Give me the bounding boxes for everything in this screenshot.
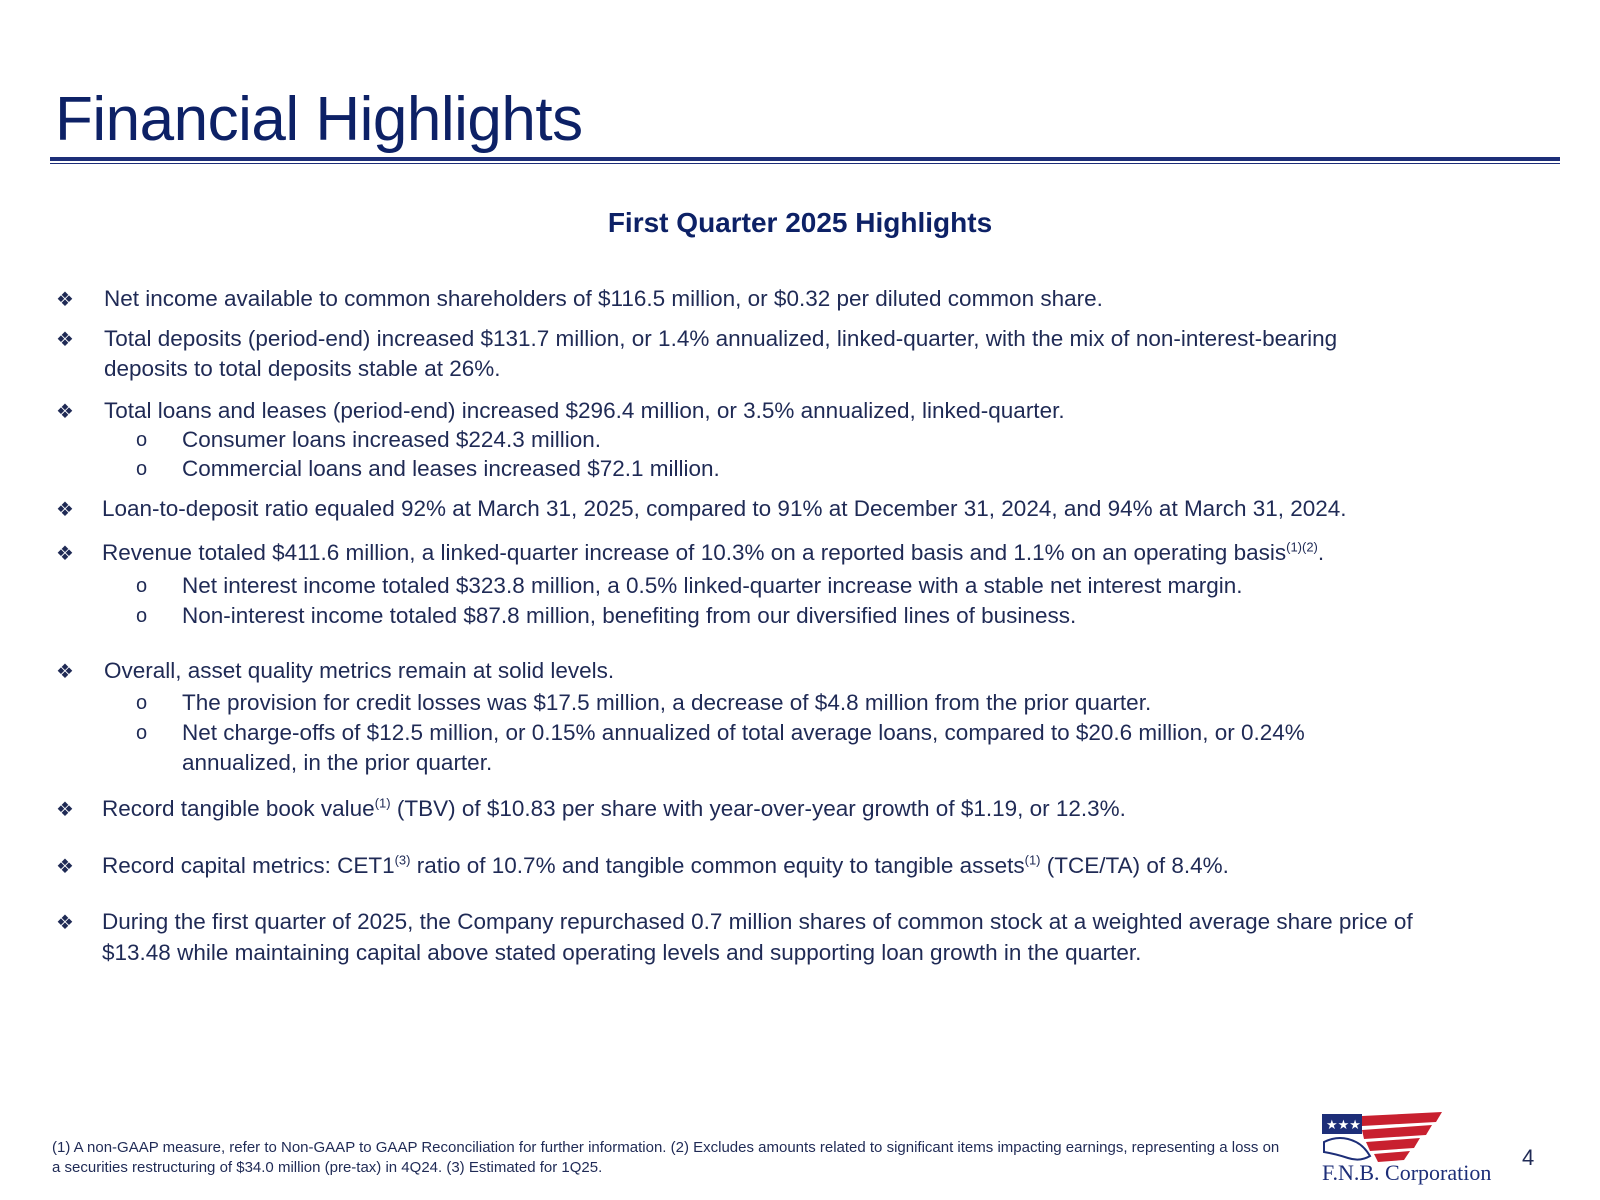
bullet-diamond-icon: ❖ [56, 661, 74, 683]
bullet-total-deposits-line1: Total deposits (period-end) increased $131.7 million, or 1.4% annualized, linked-quarter, with the mix of non-interest-bearing [104, 326, 1338, 351]
bullet-diamond-icon: ❖ [56, 289, 74, 311]
bullet-asset-quality: Overall, asset quality metrics remain at solid levels. [104, 658, 615, 683]
sub-bullet-net-charge-offs-line2: annualized, in the prior quarter. [182, 750, 493, 775]
sub-bullet-net-interest-income: Net interest income totaled $323.8 million, a 0.5% linked-quarter increase with a stable net interest margin. [182, 573, 1243, 598]
bullet-tbv-text-b: (TBV) of $10.83 per share with year-over-year growth of $1.19, or 12.3%. [390, 796, 1126, 821]
bullet-revenue-text: Revenue totaled $411.6 million, a linked-quarter increase of 10.3% on a reported basis and 1.1% on an operating basis [102, 540, 1287, 565]
bullet-total-deposits-line2: deposits to total deposits stable at 26%. [104, 356, 501, 381]
bullet-capital-text-a: Record capital metrics: CET1 [102, 853, 395, 878]
bullet-tangible-book-value [102, 795, 1126, 823]
bullet-revenue-end: . [1317, 540, 1325, 565]
bullet-diamond-icon: ❖ [56, 856, 74, 878]
sub-bullet-provision: The provision for credit losses was $17.5 million, a decrease of $4.8 million from the prior quarter. [182, 690, 1152, 715]
bullet-diamond-icon: ❖ [56, 329, 74, 351]
bullet-diamond-icon: ❖ [56, 499, 74, 521]
bullet-capital-metrics [102, 852, 1229, 880]
bullet-tbv-text-a: Record tangible book value [102, 796, 375, 821]
bullet-diamond-icon: ❖ [56, 543, 74, 565]
title-divider-thin [50, 163, 1560, 164]
footnote-ref: (1)(2) [1286, 539, 1318, 555]
page-number: 4 [1522, 1145, 1535, 1170]
section-subtitle: First Quarter 2025 Highlights [607, 207, 993, 238]
bullet-diamond-icon: ❖ [56, 401, 74, 423]
title-divider-thick [50, 157, 1560, 161]
footnote-ref: (1) [374, 795, 391, 811]
sub-bullet-consumer-loans: Consumer loans increased $224.3 million. [182, 427, 601, 452]
bullet-diamond-icon: ❖ [56, 912, 74, 934]
bullet-net-income: Net income available to common shareholders of $116.5 million, or $0.32 per diluted common share. [104, 286, 1103, 311]
svg-text:★★★: ★★★ [1326, 1118, 1361, 1133]
sub-bullet-commercial-loans: Commercial loans and leases increased $72.1 million. [182, 456, 720, 481]
bullet-share-repurchase-line1: During the first quarter of 2025, the Company repurchased 0.7 million shares of common stock at a weighted average share price of [102, 909, 1413, 934]
sub-bullet-circle-icon: o [136, 429, 148, 451]
sub-bullet-net-charge-offs-line1: Net charge-offs of $12.5 million, or 0.15% annualized of total average loans, compared to $20.6 million, or 0.24% [182, 720, 1305, 745]
bullet-loan-to-deposit: Loan-to-deposit ratio equaled 92% at March 31, 2025, compared to 91% at December 31, 2024, and 94% at March 31, 2024. [102, 496, 1347, 521]
sub-bullet-circle-icon: o [136, 722, 148, 744]
sub-bullet-circle-icon: o [136, 605, 148, 627]
bullet-total-loans: Total loans and leases (period-end) increased $296.4 million, or 3.5% annualized, linked-quarter. [104, 398, 1065, 423]
sub-bullet-circle-icon: o [136, 458, 148, 480]
bullet-diamond-icon: ❖ [56, 799, 74, 821]
sub-bullet-circle-icon: o [136, 575, 148, 597]
bullet-revenue [102, 539, 1324, 567]
footnote-ref: (3) [394, 852, 411, 868]
sub-bullet-circle-icon: o [136, 692, 148, 714]
bullet-capital-text-c: (TCE/TA) of 8.4%. [1040, 853, 1229, 878]
bullet-capital-text-b: ratio of 10.7% and tangible common equity to tangible assets [410, 853, 1025, 878]
fnb-logo-text: F.N.B. Corporation [1322, 1160, 1492, 1185]
footnote-ref: (1) [1024, 852, 1041, 868]
page-title: Financial Highlights [55, 85, 583, 154]
footnote: (1) A non-GAAP measure, refer to Non-GAAP to GAAP Reconciliation for further information. (2) Excludes amounts related to significant items impacting earnings, representing a loss on a securities restructuring of $34.0 million (pre-tax) in 4Q24. (3) Estimated for 1Q25. [52, 1139, 1280, 1176]
bullet-share-repurchase-line2: $13.48 while maintaining capital above stated operating levels and supporting loan growth in the quarter. [102, 940, 1142, 965]
sub-bullet-non-interest-income: Non-interest income totaled $87.8 million, benefiting from our diversified lines of business. [182, 603, 1077, 628]
